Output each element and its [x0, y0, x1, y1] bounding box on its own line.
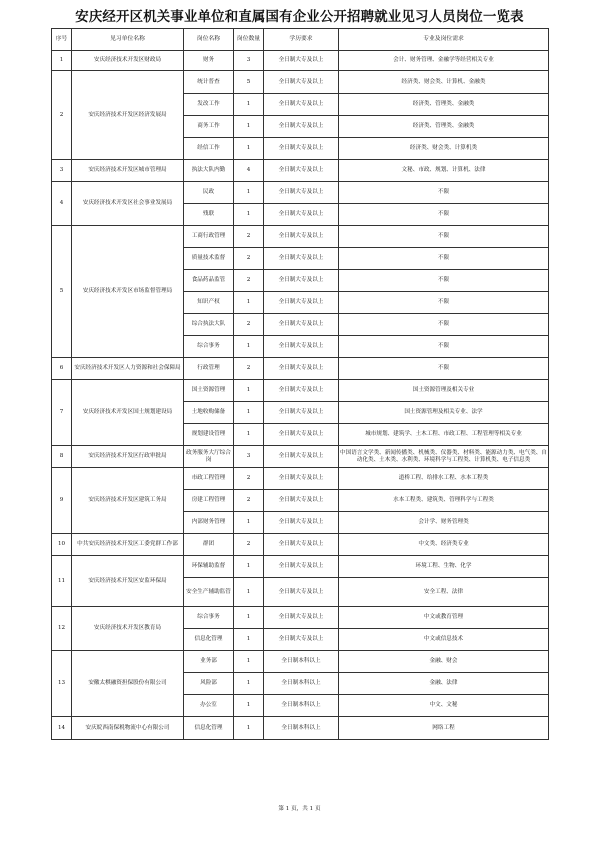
- post-name: 内部财务管理: [184, 512, 234, 534]
- table-header-row: [52, 29, 549, 51]
- post-count: 1: [234, 336, 264, 358]
- major-requirement: 不限: [339, 182, 549, 204]
- post-name: 办公室: [184, 695, 234, 717]
- major-requirement: 中文或教育管理: [339, 607, 549, 629]
- header-no: 序号: [52, 29, 72, 51]
- education-requirement: 全日制大专及以上: [264, 94, 339, 116]
- major-requirement: 安全工程、法律: [339, 578, 549, 607]
- table-row: [52, 182, 549, 204]
- post-count: 1: [234, 138, 264, 160]
- header-major: 专业及岗位需求: [339, 29, 549, 51]
- education-requirement: 全日制本科以上: [264, 651, 339, 673]
- post-name: 安全生产辅助监管: [184, 578, 234, 607]
- post-count: 1: [234, 402, 264, 424]
- table-row: [52, 717, 549, 740]
- post-name: 土地收购储备: [184, 402, 234, 424]
- major-requirement: 水本工程类、建筑类、管理科学与工程类: [339, 490, 549, 512]
- table-row: [52, 651, 549, 673]
- post-name: 食品药品监管: [184, 270, 234, 292]
- education-requirement: 全日制大专及以上: [264, 446, 339, 468]
- post-name: 市政工程管理: [184, 468, 234, 490]
- unit-name: 安庆经济技术开发区行政审批局: [72, 446, 184, 468]
- row-number: 8: [52, 446, 72, 468]
- row-number: 7: [52, 380, 72, 446]
- education-requirement: 全日制大专及以上: [264, 629, 339, 651]
- table-row: [52, 446, 549, 468]
- education-requirement: 全日制大专及以上: [264, 248, 339, 270]
- post-name: 政务服务大厅综合岗: [184, 446, 234, 468]
- post-name: 知识产权: [184, 292, 234, 314]
- major-requirement: 网络工程: [339, 717, 549, 740]
- unit-name: 安庆经济技术开发区人力资源和社会保障局: [72, 358, 184, 380]
- unit-name: 安庆经济技术开发区城市管理局: [72, 160, 184, 182]
- post-name: 经信工作: [184, 138, 234, 160]
- major-requirement: 不限: [339, 248, 549, 270]
- education-requirement: 全日制大专及以上: [264, 402, 339, 424]
- row-number: 9: [52, 468, 72, 534]
- post-count: 1: [234, 607, 264, 629]
- education-requirement: 全日制大专及以上: [264, 358, 339, 380]
- post-name: 国土资源管理: [184, 380, 234, 402]
- education-requirement: 全日制大专及以上: [264, 556, 339, 578]
- positions-table: [51, 28, 549, 740]
- major-requirement: 中文类、经济类专业: [339, 534, 549, 556]
- row-number: 11: [52, 556, 72, 607]
- post-count: 1: [234, 424, 264, 446]
- table-row: [52, 71, 549, 94]
- row-number: 4: [52, 182, 72, 226]
- education-requirement: 全日制本科以上: [264, 717, 339, 740]
- education-requirement: 全日制大专及以上: [264, 380, 339, 402]
- education-requirement: 全日制大专及以上: [264, 578, 339, 607]
- table-row: [52, 607, 549, 629]
- education-requirement: 全日制大专及以上: [264, 204, 339, 226]
- table-row: [52, 556, 549, 578]
- post-count: 1: [234, 578, 264, 607]
- post-count: 1: [234, 204, 264, 226]
- major-requirement: 中文、文秘: [339, 695, 549, 717]
- major-requirement: 国土资源管理及相关专业: [339, 380, 549, 402]
- major-requirement: 不限: [339, 358, 549, 380]
- post-name: 群团: [184, 534, 234, 556]
- education-requirement: 全日制大专及以上: [264, 512, 339, 534]
- table-body: [52, 51, 549, 740]
- row-number: 10: [52, 534, 72, 556]
- unit-name: 安庆经济技术开发区财政局: [72, 51, 184, 71]
- table-row: [52, 534, 549, 556]
- post-count: 1: [234, 512, 264, 534]
- major-requirement: 中国语言文学类、新闻传播类、机械类、仪器类、材料类、能源动力类、电气类、自动化类、土木类、水利类、环境科学与工程类、计算机类、电子信息类: [339, 446, 549, 468]
- row-number: 13: [52, 651, 72, 717]
- post-name: 综合执法大队: [184, 314, 234, 336]
- post-count: 4: [234, 160, 264, 182]
- major-requirement: 中文或信息技术: [339, 629, 549, 651]
- major-requirement: 会计学、财务管理类: [339, 512, 549, 534]
- major-requirement: 金融、财会: [339, 651, 549, 673]
- education-requirement: 全日制本科以上: [264, 673, 339, 695]
- education-requirement: 全日制本科以上: [264, 695, 339, 717]
- unit-name: 安庆经济技术开发区国土规划建设局: [72, 380, 184, 446]
- education-requirement: 全日制大专及以上: [264, 468, 339, 490]
- header-unit: 见习单位名称: [72, 29, 184, 51]
- post-count: 1: [234, 651, 264, 673]
- post-name: 规划建设管理: [184, 424, 234, 446]
- post-count: 1: [234, 182, 264, 204]
- post-count: 2: [234, 226, 264, 248]
- post-count: 1: [234, 717, 264, 740]
- major-requirement: 文秘、市政、规划、计算机、法律: [339, 160, 549, 182]
- education-requirement: 全日制大专及以上: [264, 182, 339, 204]
- post-name: 统计普查: [184, 71, 234, 94]
- education-requirement: 全日制大专及以上: [264, 116, 339, 138]
- education-requirement: 全日制大专及以上: [264, 71, 339, 94]
- unit-name: 安庆皖西南保税物流中心有限公司: [72, 717, 184, 740]
- table-row: [52, 468, 549, 490]
- post-count: 1: [234, 380, 264, 402]
- major-requirement: 经济类、财会类、计算机、金融类: [339, 71, 549, 94]
- post-name: 工商行政管理: [184, 226, 234, 248]
- major-requirement: 不限: [339, 270, 549, 292]
- education-requirement: 全日制大专及以上: [264, 51, 339, 71]
- post-name: 财务: [184, 51, 234, 71]
- row-number: 2: [52, 71, 72, 160]
- education-requirement: 全日制大专及以上: [264, 270, 339, 292]
- unit-name: 安庆经济技术开发区建筑工务局: [72, 468, 184, 534]
- table-row: [52, 51, 549, 71]
- post-name: 信息化管理: [184, 629, 234, 651]
- major-requirement: 金融、法律: [339, 673, 549, 695]
- post-count: 3: [234, 446, 264, 468]
- major-requirement: 不限: [339, 204, 549, 226]
- header-count: 岗位数量: [234, 29, 264, 51]
- major-requirement: 会计、财务管理、金融学等经营相关专业: [339, 51, 549, 71]
- major-requirement: 经济类、财会类、计算机类: [339, 138, 549, 160]
- post-name: 房建工程管理: [184, 490, 234, 512]
- post-name: 商务工作: [184, 116, 234, 138]
- post-count: 2: [234, 248, 264, 270]
- table-row: [52, 380, 549, 402]
- major-requirement: 城市规划、建筑学、土木工程、市政工程、工程管理等相关专业: [339, 424, 549, 446]
- major-requirement: 环境工程、生物、化学: [339, 556, 549, 578]
- education-requirement: 全日制大专及以上: [264, 138, 339, 160]
- post-name: 发改工作: [184, 94, 234, 116]
- row-number: 3: [52, 160, 72, 182]
- unit-name: 安庆经济技术开发区市场监督管理局: [72, 226, 184, 358]
- row-number: 14: [52, 717, 72, 740]
- major-requirement: 经济类、管理类、金融类: [339, 94, 549, 116]
- table-row: [52, 226, 549, 248]
- post-name: 执法大队内勤: [184, 160, 234, 182]
- row-number: 6: [52, 358, 72, 380]
- row-number: 12: [52, 607, 72, 651]
- unit-name: 安庆经济技术开发区社会事业发展局: [72, 182, 184, 226]
- major-requirement: 不限: [339, 314, 549, 336]
- education-requirement: 全日制大专及以上: [264, 336, 339, 358]
- post-name: 综合事务: [184, 607, 234, 629]
- row-number: 1: [52, 51, 72, 71]
- unit-name: 安庆经济技术开发区教育局: [72, 607, 184, 651]
- post-count: 2: [234, 490, 264, 512]
- post-name: 环保辅助监督: [184, 556, 234, 578]
- post-count: 1: [234, 556, 264, 578]
- post-name: 质量技术监督: [184, 248, 234, 270]
- post-name: 信息化管理: [184, 717, 234, 740]
- unit-name: 中共安庆经济技术开发区工委党群工作部: [72, 534, 184, 556]
- major-requirement: 道桥工程、给排水工程、水本工程类: [339, 468, 549, 490]
- row-number: 5: [52, 226, 72, 358]
- post-count: 2: [234, 270, 264, 292]
- education-requirement: 全日制大专及以上: [264, 292, 339, 314]
- major-requirement: 国土资源管理及相关专业、法学: [339, 402, 549, 424]
- post-count: 1: [234, 695, 264, 717]
- post-name: 业务部: [184, 651, 234, 673]
- education-requirement: 全日制大专及以上: [264, 534, 339, 556]
- post-count: 2: [234, 358, 264, 380]
- unit-name: 安庆经济技术开发区经济发展局: [72, 71, 184, 160]
- page-footer: 第 1 页，共 1 页: [278, 806, 321, 812]
- major-requirement: 不限: [339, 292, 549, 314]
- unit-name: 安徽太棋融资担保股份有限公司: [72, 651, 184, 717]
- post-count: 3: [234, 51, 264, 71]
- header-edu: 学历要求: [264, 29, 339, 51]
- post-name: 风险部: [184, 673, 234, 695]
- post-name: 综合事务: [184, 336, 234, 358]
- post-count: 1: [234, 629, 264, 651]
- education-requirement: 全日制大专及以上: [264, 490, 339, 512]
- major-requirement: 不限: [339, 226, 549, 248]
- major-requirement: 不限: [339, 336, 549, 358]
- post-count: 2: [234, 468, 264, 490]
- education-requirement: 全日制大专及以上: [264, 160, 339, 182]
- major-requirement: 经济类、管理类、金融类: [339, 116, 549, 138]
- post-count: 2: [234, 534, 264, 556]
- education-requirement: 全日制大专及以上: [264, 607, 339, 629]
- education-requirement: 全日制大专及以上: [264, 226, 339, 248]
- post-name: 行政管理: [184, 358, 234, 380]
- post-count: 1: [234, 292, 264, 314]
- post-name: 残联: [184, 204, 234, 226]
- education-requirement: 全日制大专及以上: [264, 424, 339, 446]
- header-post: 岗位名称: [184, 29, 234, 51]
- post-count: 1: [234, 94, 264, 116]
- table-row: [52, 358, 549, 380]
- education-requirement: 全日制大专及以上: [264, 314, 339, 336]
- post-count: 5: [234, 71, 264, 94]
- unit-name: 安庆经济技术开发区安监环保局: [72, 556, 184, 607]
- post-count: 2: [234, 314, 264, 336]
- post-count: 1: [234, 673, 264, 695]
- page-title: 安庆经开区机关事业单位和直属国有企业公开招聘就业见习人员岗位一览表: [75, 10, 524, 25]
- post-count: 1: [234, 116, 264, 138]
- post-name: 民政: [184, 182, 234, 204]
- table-row: [52, 160, 549, 182]
